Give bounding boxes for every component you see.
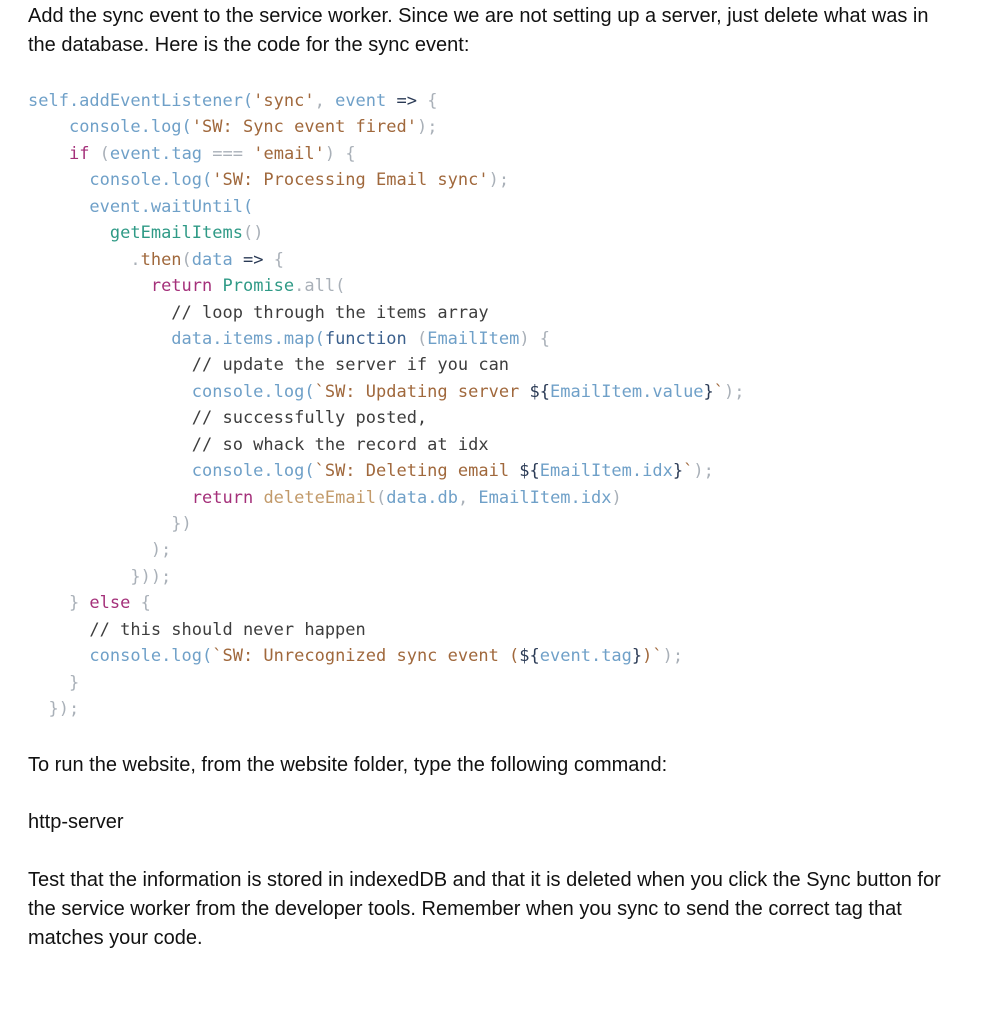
code-token — [28, 170, 89, 190]
code-token: Promise — [222, 276, 295, 297]
code-line — [28, 696, 745, 722]
code-token: ( — [89, 143, 110, 164]
code-token: ${ — [529, 381, 551, 402]
code-token: } — [672, 461, 684, 482]
code-token: })); — [28, 566, 172, 587]
code-token — [233, 250, 243, 270]
code-line — [28, 643, 745, 669]
code-token: else — [89, 593, 131, 614]
code-token — [28, 355, 192, 375]
code-line — [28, 114, 745, 140]
code-token: , — [457, 487, 479, 508]
code-token: , — [314, 91, 336, 111]
code-token — [28, 620, 89, 640]
code-token: 'SW: Processing Email sync' — [212, 170, 489, 191]
code-token: 'sync' — [253, 91, 315, 111]
code-token: ); — [416, 117, 438, 138]
code-token: function — [324, 328, 407, 349]
code-token: }); — [28, 699, 80, 720]
code-line — [28, 432, 745, 458]
code-token: { — [130, 593, 151, 614]
code-token — [28, 408, 192, 428]
code-token — [28, 488, 192, 508]
code-token — [386, 91, 396, 111]
code-token — [212, 276, 222, 296]
code-line — [28, 537, 745, 563]
command-text: http-server — [28, 811, 124, 833]
code-line — [28, 590, 745, 616]
code-line — [28, 670, 745, 696]
code-token: => — [243, 249, 264, 270]
code-line — [28, 141, 745, 167]
code-token: ); — [662, 646, 684, 667]
code-token: getEmailItems — [109, 223, 243, 244]
code-token: } — [703, 381, 714, 402]
code-token: )` — [642, 646, 663, 667]
code-token: ( — [406, 328, 428, 349]
code-token: . — [28, 249, 141, 270]
code-token: { — [417, 91, 438, 111]
code-token: { — [263, 249, 284, 270]
code-token: }) — [28, 514, 192, 534]
code-line — [28, 379, 745, 405]
code-token — [253, 488, 263, 508]
code-token: ); — [724, 381, 745, 402]
code-token — [28, 197, 89, 217]
code-line — [28, 247, 745, 273]
code-token — [28, 435, 192, 455]
run-instruction-paragraph: To run the website, from the website folder, type the following command: — [28, 754, 668, 776]
code-token: `SW: Updating server — [314, 381, 530, 402]
code-token: ( — [376, 487, 387, 508]
code-token: EmailItem.value — [550, 381, 704, 402]
code-token: `SW: Unrecognized sync event ( — [212, 646, 520, 667]
code-token: ) — [611, 487, 622, 508]
code-token: ` — [713, 381, 725, 402]
code-token: return — [150, 276, 213, 297]
code-token: data.items.map( — [171, 328, 325, 349]
code-token: console.log( — [89, 170, 213, 191]
code-token: () — [242, 223, 264, 244]
code-token: // loop through the items array — [171, 302, 489, 323]
code-token: } — [631, 646, 643, 667]
code-token: ) { — [519, 328, 551, 349]
code-token: 'SW: Sync event fired' — [191, 117, 417, 138]
code-token: EmailItem — [427, 328, 520, 349]
code-token: => — [396, 91, 417, 111]
code-token: ) { — [324, 143, 356, 164]
code-line — [28, 405, 745, 431]
code-line — [28, 352, 745, 378]
code-block — [28, 88, 745, 723]
code-token: // this should never happen — [89, 619, 366, 640]
code-token: if — [68, 143, 90, 164]
code-token — [28, 223, 110, 243]
code-token: // so whack the record at idx — [191, 434, 489, 455]
code-token: ${ — [519, 461, 540, 482]
code-token: console.log( — [191, 461, 315, 482]
code-token: return — [191, 487, 254, 508]
code-line — [28, 564, 745, 590]
code-token: ); — [28, 540, 172, 561]
code-token — [28, 117, 69, 137]
code-token: event.waitUntil( — [89, 196, 254, 217]
code-token — [28, 461, 192, 481]
code-line — [28, 617, 745, 643]
code-token: ); — [693, 461, 714, 482]
code-token — [28, 303, 171, 323]
code-token — [28, 144, 69, 164]
code-token — [28, 276, 151, 296]
code-line — [28, 220, 745, 246]
code-line — [28, 300, 745, 326]
code-token: self.addEventListener( — [28, 91, 254, 111]
code-token: event — [335, 91, 387, 111]
intro-paragraph: Add the sync event to the service worker. Since we are not setting up a server, just delete what was in the database. Here is the code for the sync event: — [28, 5, 929, 56]
code-line — [28, 511, 745, 537]
code-token: 'email' — [253, 143, 325, 164]
code-token: `SW: Deleting email — [314, 461, 520, 482]
code-token: data — [191, 249, 233, 270]
code-line — [28, 194, 745, 220]
code-token: ); — [488, 170, 510, 191]
code-token: === — [202, 143, 254, 164]
code-token: } — [28, 672, 80, 693]
code-line — [28, 485, 745, 511]
code-token: event.tag — [539, 646, 632, 667]
test-instruction-paragraph: Test that the information is stored in indexedDB and that it is deleted when you click the Sync button for the service worker from the developer tools. Remember when you sync to send the correct tag that matches your code. — [28, 869, 941, 949]
code-token: .all( — [294, 276, 346, 297]
code-token — [28, 382, 192, 402]
code-token: event.tag — [109, 143, 203, 164]
code-token — [28, 329, 171, 349]
code-token: deleteEmail — [263, 487, 377, 508]
code-token: // successfully posted, — [191, 408, 428, 429]
code-token: EmailItem.idx — [478, 487, 612, 508]
code-line — [28, 88, 745, 114]
code-token: ${ — [519, 646, 540, 667]
code-token: ` — [683, 461, 694, 482]
code-token — [28, 646, 89, 666]
code-token: then — [140, 249, 182, 270]
code-token: console.log( — [68, 117, 192, 138]
code-token: ( — [181, 249, 192, 270]
code-token: } — [28, 593, 90, 614]
code-line — [28, 458, 745, 484]
code-token: data.db — [386, 487, 458, 508]
code-token: // update the server if you can — [191, 355, 510, 376]
code-token: console.log( — [191, 381, 315, 402]
code-token: EmailItem.idx — [539, 461, 673, 482]
code-line — [28, 167, 745, 193]
code-line — [28, 326, 745, 352]
code-line — [28, 273, 745, 299]
code-token: console.log( — [89, 646, 213, 667]
